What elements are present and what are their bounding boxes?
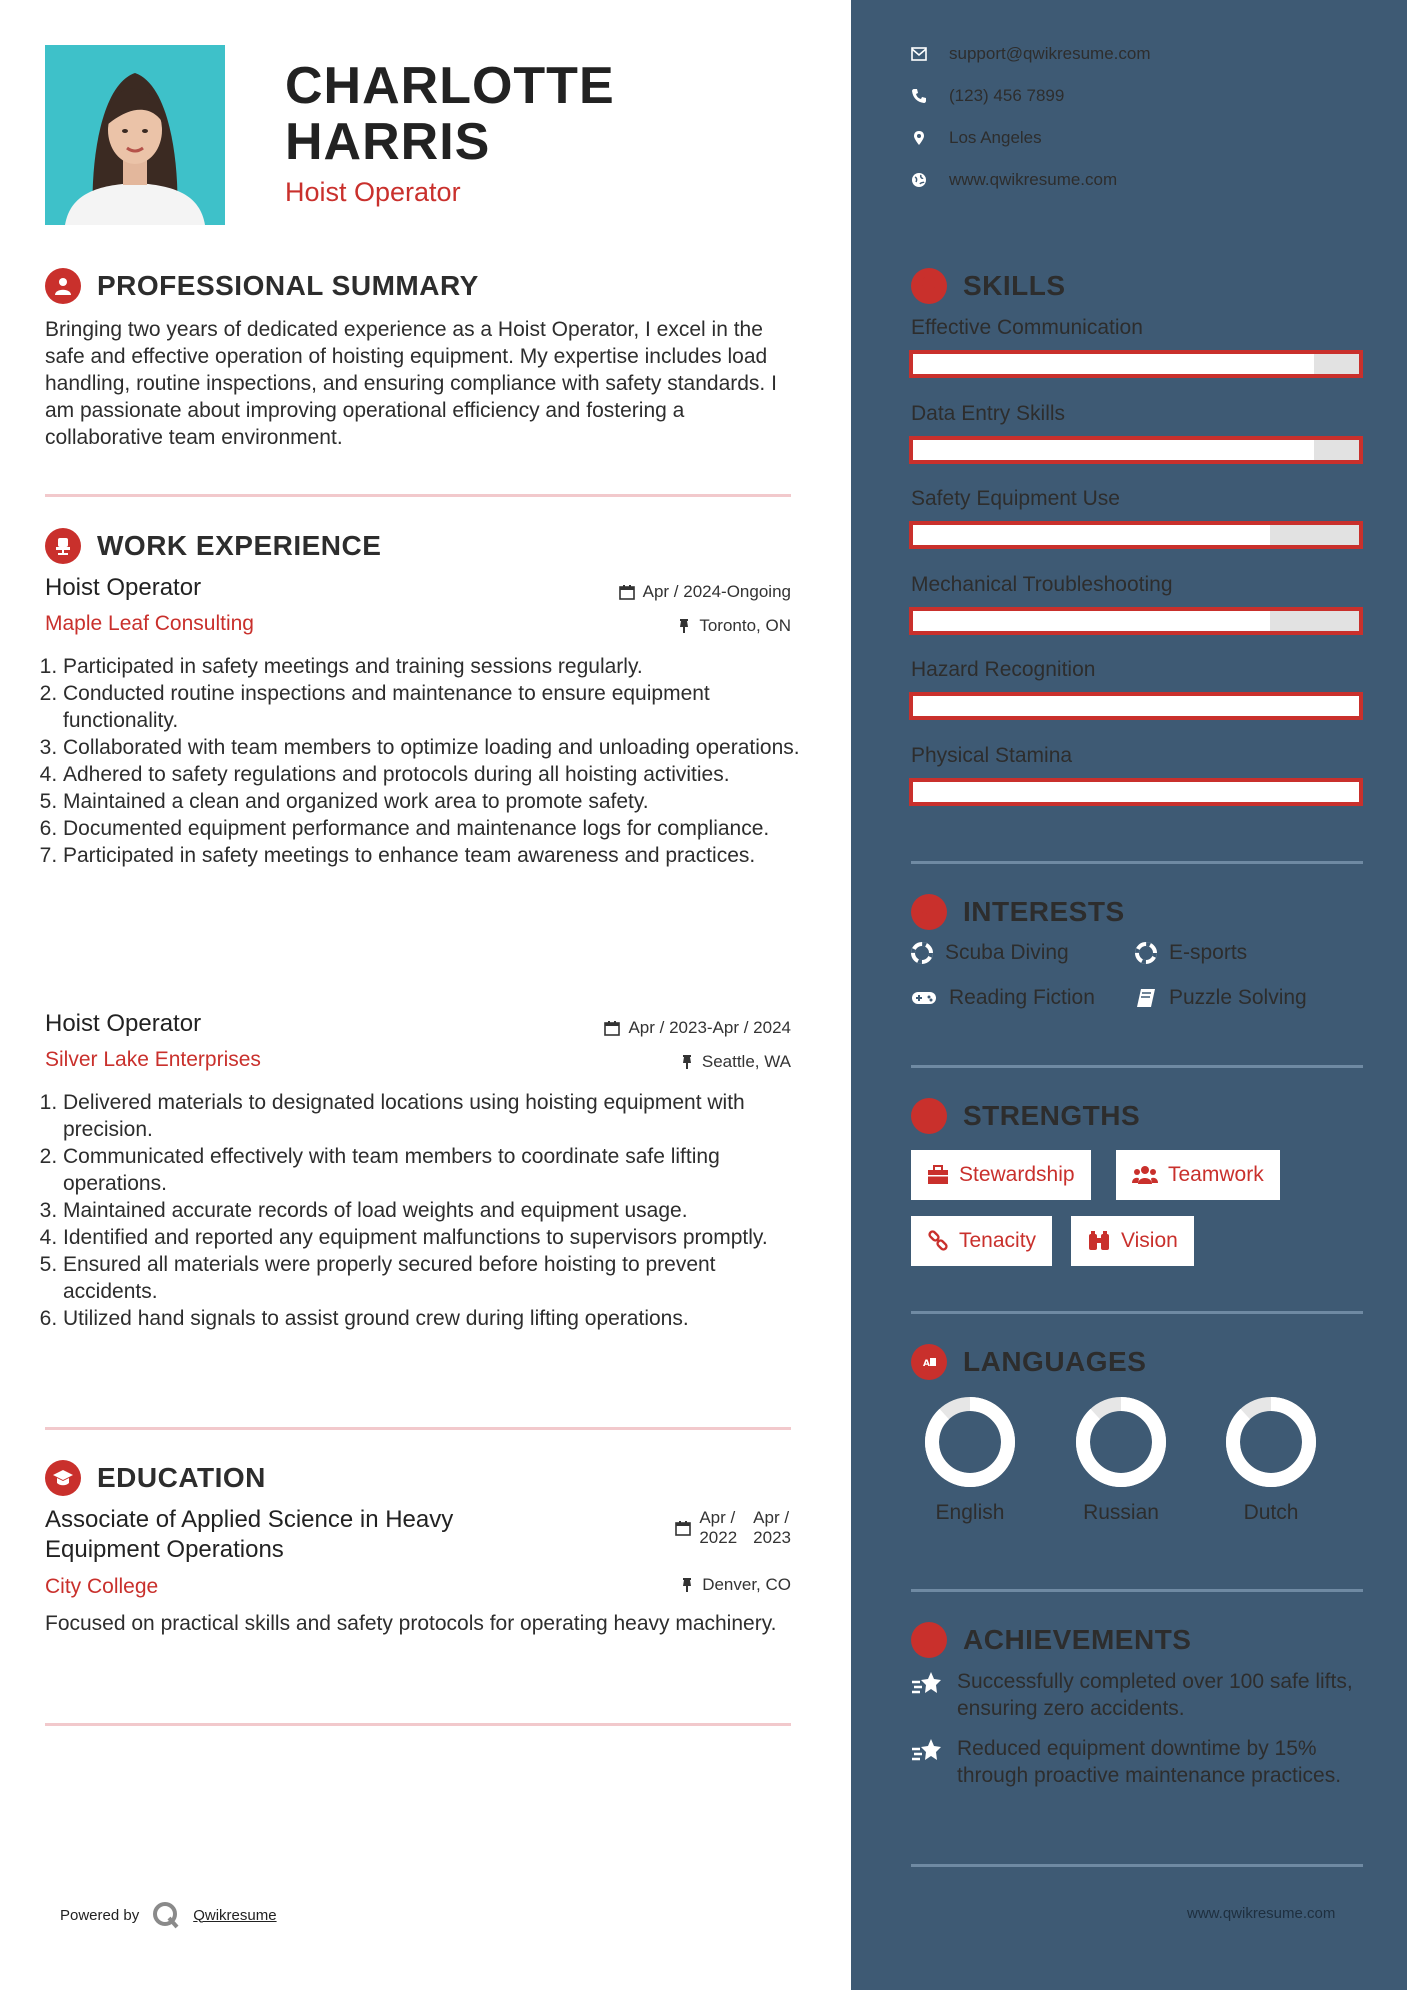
binoculars-icon: [1087, 1230, 1111, 1252]
translate-icon: [911, 1344, 947, 1380]
svg-text:A: A: [923, 1359, 931, 1369]
skill-label: Safety Equipment Use: [911, 487, 1120, 510]
pushpin-icon: [680, 1054, 694, 1070]
section-divider: [911, 861, 1363, 864]
graduation-cap-icon: [45, 1460, 81, 1496]
skill-bar: [909, 692, 1363, 720]
list-item: 7. Participated in safety meetings to enhance team awareness and practices.: [63, 842, 808, 869]
skill-bar-fill: [913, 696, 1359, 716]
pushpin-icon: [680, 1577, 694, 1593]
interests-heading: INTERESTS: [911, 894, 1125, 930]
education-description: Focused on practical skills and safety protocols for operating heavy machinery.: [45, 1612, 777, 1635]
summary-text: Bringing two years of dedicated experience as a Hoist Operator, I excel in the safe and effective operation of hoisting equipment. My expertise includes load handling, routine inspections, and ensuring compliance with safety standards. I am passionate about improving operational efficiency and fostering a collaborative team environment.: [45, 318, 777, 449]
calendar-icon: [604, 1020, 620, 1036]
contact-phone: (123) 456 7899: [911, 86, 1064, 106]
footer-website[interactable]: www.qwikresume.com: [1187, 1905, 1336, 1922]
skill-label: Effective Communication: [911, 316, 1143, 339]
map-marker-icon: [911, 130, 927, 146]
paper-plane-icon: [911, 894, 947, 930]
skill-bar: [909, 607, 1363, 635]
skill-label: Hazard Recognition: [911, 658, 1096, 681]
language-item: [1046, 1394, 1196, 1525]
skill-bar-fill: [913, 611, 1270, 631]
list-item: 2. Communicated effectively with team members to coordinate safe lifting operations.: [63, 1143, 808, 1197]
chair-icon: [45, 528, 81, 564]
language-label: Dutch: [1243, 1501, 1299, 1524]
job-company: Maple Leaf Consulting: [45, 612, 254, 635]
star-badge-icon: [911, 1622, 947, 1658]
experience-heading: WORK EXPERIENCE: [45, 528, 381, 564]
section-divider: [911, 1065, 1363, 1068]
contact-email: support@qwikresume.com: [911, 44, 1151, 64]
qwikresume-logo-icon: [151, 1900, 181, 1930]
users-icon: [1132, 1165, 1158, 1185]
skill-bar: [909, 350, 1363, 378]
shooting-star-icon: [911, 1737, 943, 1763]
skills-heading: SKILLS: [911, 268, 1066, 304]
fist-icon: [911, 1098, 947, 1134]
section-divider: [911, 1864, 1363, 1867]
list-item: 4. Adhered to safety regulations and protocols during all hoisting activities.: [63, 761, 808, 788]
job-dates: Apr / 2023-Apr / 2024: [45, 1018, 791, 1038]
calendar-icon: [675, 1520, 691, 1536]
achievement-item: Successfully completed over 100 safe lifts, ensuring zero accidents.: [911, 1668, 1371, 1722]
education-location: Denver, CO: [45, 1575, 791, 1595]
language-label: English: [935, 1501, 1005, 1524]
language-ring: [922, 1394, 1018, 1490]
strength-chip: Stewardship: [911, 1150, 1091, 1200]
degree-title: Associate of Applied Science in Heavy Equipment Operations: [45, 1506, 454, 1563]
job-role: Hoist Operator: [45, 1010, 202, 1037]
job-location: Seattle, WA: [45, 1052, 791, 1072]
job-duties: [45, 1089, 808, 1332]
interest-item: Reading Fiction: [911, 986, 1095, 1010]
globe-icon: [911, 172, 927, 188]
skill-bar-fill: [913, 440, 1314, 460]
lifebuoy-icon: [1135, 942, 1157, 964]
language-item: [1196, 1394, 1346, 1525]
language-ring-fill: [932, 1404, 1008, 1480]
education-dates: Apr / 2022 Apr / 2023: [45, 1508, 791, 1548]
candidate-name: CHARLOTTE HARRIS: [285, 57, 615, 171]
qwikresume-link[interactable]: Qwikresume: [193, 1906, 277, 1924]
skill-label: Physical Stamina: [911, 743, 1073, 767]
list-item: 4. Identified and reported any equipment malfunctions to supervisors promptly.: [63, 1224, 808, 1251]
list-item: 2. Conducted routine inspections and maintenance to ensure equipment functionality.: [63, 680, 808, 734]
skill-label: Mechanical Troubleshooting: [911, 572, 1173, 596]
job-company: Silver Lake Enterprises: [45, 1048, 261, 1071]
language-ring: [1073, 1394, 1169, 1490]
job-duties: [45, 653, 808, 869]
phone-icon: [911, 88, 927, 104]
section-divider: [911, 1311, 1363, 1314]
skill-bar-fill: [913, 354, 1314, 374]
languages-heading: A LANGUAGES: [911, 1344, 1146, 1380]
list-item: 6. Utilized hand signals to assist ground crew during lifting operations.: [63, 1305, 808, 1332]
skill-bar-fill: [913, 782, 1359, 802]
lifebuoy-icon: [911, 942, 933, 964]
summary-heading: PROFESSIONAL SUMMARY: [45, 268, 479, 304]
link-icon: [927, 1230, 949, 1252]
list-item: 5. Maintained a clean and organized work area to promote safety.: [63, 788, 808, 815]
skill-bar: [909, 436, 1363, 464]
book-icon: [1135, 987, 1157, 1009]
contact-location: Los Angeles: [911, 128, 1042, 148]
calendar-icon: [619, 584, 635, 600]
language-label: Russian: [1083, 1501, 1159, 1524]
education-heading: EDUCATION: [45, 1460, 266, 1496]
lightbulb-icon: [911, 268, 947, 304]
section-divider: [45, 1427, 791, 1430]
skill-bar-fill: [913, 525, 1270, 545]
achievement-item: Reduced equipment downtime by 15% through proactive maintenance practices.: [911, 1735, 1371, 1789]
language-item: [895, 1394, 1045, 1525]
briefcase-icon: [927, 1165, 949, 1185]
language-ring: [1223, 1394, 1319, 1490]
language-ring-fill: [1083, 1404, 1159, 1480]
list-item: 1. Delivered materials to designated locations using hoisting equipment with precision.: [63, 1089, 808, 1143]
interest-item: Puzzle Solving: [1135, 986, 1307, 1010]
list-item: 3. Collaborated with team members to optimize loading and unloading operations.: [63, 734, 808, 761]
strength-chip: Vision: [1071, 1216, 1194, 1266]
strengths-heading: STRENGTHS: [911, 1098, 1140, 1134]
pushpin-icon: [677, 618, 691, 634]
profile-photo: [45, 45, 225, 225]
section-divider: [911, 1589, 1363, 1592]
strength-chip: Tenacity: [911, 1216, 1052, 1266]
job-dates: Apr / 2024-Ongoing: [45, 582, 791, 602]
strength-chip: Teamwork: [1116, 1150, 1280, 1200]
section-divider: [45, 494, 791, 497]
section-divider: [45, 1723, 791, 1726]
contact-website: www.qwikresume.com: [911, 170, 1117, 190]
job-location: Toronto, ON: [45, 616, 791, 636]
list-item: 3. Maintained accurate records of load weights and equipment usage.: [63, 1197, 808, 1224]
shooting-star-icon: [911, 1670, 943, 1696]
interest-item: E-sports: [1135, 941, 1247, 965]
interest-item: Scuba Diving: [911, 941, 1069, 965]
envelope-icon: [911, 47, 927, 61]
list-item: 6. Documented equipment performance and maintenance logs for compliance.: [63, 815, 808, 842]
language-ring-fill: [1233, 1404, 1309, 1480]
skill-bar: [909, 778, 1363, 806]
job-role: Hoist Operator: [45, 574, 202, 601]
achievements-heading: ACHIEVEMENTS: [911, 1622, 1191, 1658]
list-item: 5. Ensured all materials were properly secured before hoisting to prevent accidents.: [63, 1251, 808, 1305]
job-title: Hoist Operator: [285, 177, 461, 207]
list-item: 1. Participated in safety meetings and training sessions regularly.: [63, 653, 808, 680]
powered-by: Powered by Qwikresume: [60, 1900, 277, 1930]
skill-label: Data Entry Skills: [911, 401, 1066, 425]
skill-bar: [909, 521, 1363, 549]
gamepad-icon: [911, 989, 937, 1007]
user-icon: [45, 268, 81, 304]
school-name: City College: [45, 1575, 159, 1598]
